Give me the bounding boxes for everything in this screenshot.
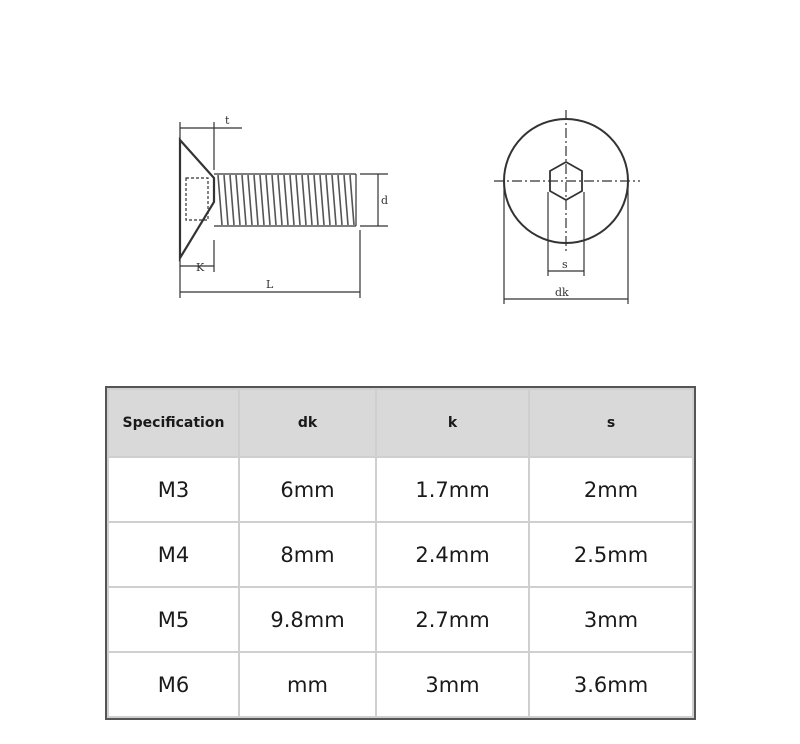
label-t: t xyxy=(225,114,230,127)
cell-k: 2.7mm xyxy=(376,587,529,652)
cell-dk: 6mm xyxy=(239,457,376,522)
thread-line xyxy=(314,175,318,225)
thread-line xyxy=(254,175,258,225)
thread-line xyxy=(278,175,282,225)
thread-line xyxy=(284,175,288,225)
cell-s: 3mm xyxy=(529,587,693,652)
screw-head xyxy=(180,140,214,258)
cell-s: 2mm xyxy=(529,457,693,522)
header-s: s xyxy=(529,389,693,457)
thread-line xyxy=(320,175,324,225)
cell-spec: M5 xyxy=(108,587,239,652)
header-dk: dk xyxy=(239,389,376,457)
thread-line xyxy=(272,175,276,225)
thread-lines xyxy=(218,175,354,225)
thread-line xyxy=(290,175,294,225)
cell-spec: M3 xyxy=(108,457,239,522)
thread-line xyxy=(266,175,270,225)
table-row xyxy=(108,522,693,587)
cell-s: 2.5mm xyxy=(529,522,693,587)
table-row xyxy=(108,587,693,652)
thread-line xyxy=(338,175,342,225)
label-d: d xyxy=(381,194,389,207)
thread-line xyxy=(248,175,252,225)
hex-socket-side xyxy=(186,178,208,220)
label-k: K xyxy=(196,261,205,274)
table-header-row xyxy=(108,389,693,457)
header-specification: Specification xyxy=(108,389,239,457)
end-view xyxy=(494,110,640,304)
cell-k: 2.4mm xyxy=(376,522,529,587)
thread-line xyxy=(326,175,330,225)
header-k: k xyxy=(376,389,529,457)
cell-dk: 9.8mm xyxy=(239,587,376,652)
screw-technical-drawing xyxy=(0,0,800,330)
cell-dk: mm xyxy=(239,652,376,717)
label-l: L xyxy=(266,278,274,291)
thread-line xyxy=(260,175,264,225)
cell-spec: M4 xyxy=(108,522,239,587)
thread-line xyxy=(296,175,300,225)
thread-line xyxy=(344,175,348,225)
cell-s: 3.6mm xyxy=(529,652,693,717)
specification-table xyxy=(107,388,694,718)
thread-line xyxy=(332,175,336,225)
table-row xyxy=(108,457,693,522)
label-dk: dk xyxy=(555,286,569,299)
thread-line xyxy=(230,175,234,225)
thread-line xyxy=(224,175,228,225)
thread-line xyxy=(308,175,312,225)
cell-dk: 8mm xyxy=(239,522,376,587)
label-s: s xyxy=(562,258,568,271)
cell-k: 1.7mm xyxy=(376,457,529,522)
thread-line xyxy=(218,175,222,225)
side-view xyxy=(180,122,388,298)
cell-spec: M6 xyxy=(108,652,239,717)
table-row xyxy=(108,652,693,717)
thread-line xyxy=(302,175,306,225)
thread-line xyxy=(236,175,240,225)
cell-k: 3mm xyxy=(376,652,529,717)
thread-line xyxy=(350,175,354,225)
thread-line xyxy=(242,175,246,225)
